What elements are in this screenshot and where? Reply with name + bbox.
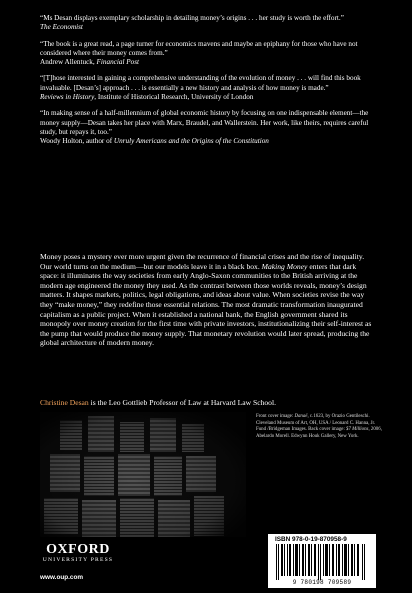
publisher-logo <box>40 543 116 564</box>
attribution-publication: Unruly Americans and the Origins of the Constitution <box>113 137 269 146</box>
quote-attribution <box>40 137 374 146</box>
attribution-detail: , Institute of Historical Research, University of London <box>94 93 254 102</box>
description-text: Money poses a mystery ever more urgent given the recurrence of financial crises and the rise of inequality. Our world turns on the medium—but our models leave it in a black box. <box>40 252 365 271</box>
quote-attribution <box>40 23 374 32</box>
book-title-inline: Making Money <box>261 261 308 271</box>
review-quote <box>40 109 374 146</box>
review-quotes <box>40 14 374 154</box>
publisher-logo-line1: OXFORD <box>46 542 110 557</box>
credit-artwork-title: Danaë <box>294 414 308 419</box>
attribution-publication: The Economist <box>40 23 83 32</box>
money-stacks-image <box>40 412 246 537</box>
attribution-source: Andrew Allentuck, <box>40 58 97 67</box>
credit-text: Front cover image: <box>256 414 295 419</box>
barcode-icon <box>274 544 370 580</box>
quote-attribution <box>40 58 374 67</box>
quote-text: “The book is a great read, a page turner for economics mavens and maybe an epiphany for those who have not considered where their money comes from.” <box>40 39 358 57</box>
description-text: enters that dark space: it illuminates the way societies from early Anglo-Saxon communities to the British arriving at the modern age engineered the money they used. As the contrast between those worlds reveals, money’s design matters. It shapes markets, politics, legal obligations, and ideas about value. When societies revise the way they “make money,” they redefine those essential relations. The most dramatic transformation inaugurated capitalism as a public project. When it established a national bank, the English government shared its monopoly over money creation for the first time with private investors, institutionalizing their self-interest as the pump that would produce the money supply. That monetary revolution would later spread, producing the global architecture of modern money. <box>40 261 372 348</box>
credit-text: , c.1623, by Orazio Gentileschi. Cleveland Museum of Art, OH, USA / Leonard C. Hanna, Jr. Fund /Bridgeman Images. Back cover image: <box>256 414 376 433</box>
author-bio-text: is the Leo Gottlieb Professor of Law at Harvard Law School. <box>88 398 276 407</box>
attribution-source: Woody Holton, author of <box>40 137 114 146</box>
attribution-publication: Financial Post <box>96 58 140 67</box>
isbn-barcode-box <box>268 534 376 588</box>
author-name: Christine Desan <box>40 398 89 407</box>
author-bio <box>40 398 374 408</box>
credit-artwork-title: $7 Millions <box>346 427 369 433</box>
cover-photo-money-stacks <box>40 412 246 537</box>
isbn-label: ISBN 978-0-19-870958-9 <box>275 536 347 543</box>
review-quote <box>40 74 374 102</box>
barcode-number: 9 780198 709589 <box>292 579 352 586</box>
image-credits <box>256 414 386 440</box>
publisher-url[interactable]: www.oup.com <box>40 574 84 581</box>
quote-attribution <box>40 93 374 102</box>
publisher-logo-line2: UNIVERSITY PRESS <box>42 557 114 563</box>
book-description <box>40 252 374 348</box>
quote-text: “[T]hose interested in gaining a comprehensive understanding of the evolution of money . . . will find this book invaluable. [Desan’s] approach . . . is essentially a new history and analysis of how money is made.” <box>40 74 361 92</box>
quote-text: “Ms Desan displays exemplary scholarship in detailing money’s origins . . . her study is worth the effort.” <box>40 14 344 22</box>
review-quote <box>40 14 374 33</box>
credit-text: , 2006, Abelardo Morell. Edwynn Houk Gallery, New York. <box>256 427 382 439</box>
review-quote <box>40 40 374 68</box>
quote-text: “In making sense of a half-millennium of global economic history by focusing on one indispensable element—the money supply—Desan takes her place with Marx, Braudel, and Wallerstein. Her work, like theirs, requires careful study, but repays it, too.” <box>40 109 369 136</box>
attribution-publication: Reviews in History <box>40 93 95 102</box>
